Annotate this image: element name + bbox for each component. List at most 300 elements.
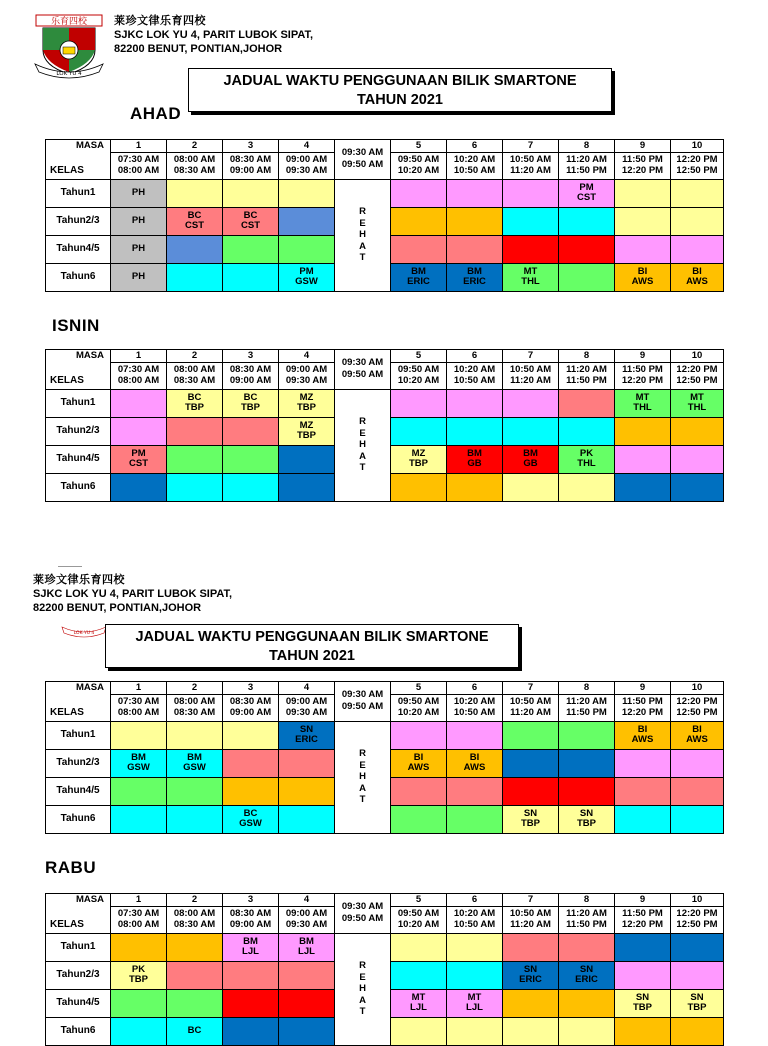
lesson-cell — [223, 389, 279, 417]
lesson-cell — [391, 749, 447, 777]
period-start: 10:20 AM — [453, 908, 496, 920]
lesson-teacher: ERIC — [575, 974, 598, 985]
lesson-cell — [279, 749, 335, 777]
rehat-time-start: 09:30 AM — [341, 689, 384, 701]
masa-label: MASA — [46, 350, 111, 363]
period-start: 08:30 AM — [229, 908, 272, 920]
period-end: 08:30 AM — [173, 918, 216, 930]
period-number: 5 — [391, 894, 447, 907]
lesson-cell — [167, 1017, 223, 1045]
title-box — [105, 624, 519, 668]
lesson-cell — [503, 805, 559, 833]
period-end: 09:30 AM — [285, 918, 328, 930]
lesson-cell — [503, 721, 559, 749]
lesson-cell — [279, 473, 335, 501]
period-end: 10:20 AM — [397, 164, 440, 176]
period-end: 11:50 PM — [566, 374, 607, 386]
lesson-cell — [671, 473, 724, 501]
lesson-cell — [391, 933, 447, 961]
period-time — [503, 153, 559, 180]
lesson-cell — [111, 263, 167, 291]
lesson-cell — [447, 473, 503, 501]
lesson-cell — [671, 1017, 724, 1045]
period-start: 11:20 AM — [566, 908, 607, 920]
lesson-cell — [279, 417, 335, 445]
lesson-cell — [671, 235, 724, 263]
lesson-subject: SN — [523, 807, 538, 819]
period-time — [279, 153, 335, 180]
period-start: 09:50 AM — [397, 908, 440, 920]
period-start: 08:30 AM — [229, 364, 272, 376]
lesson-teacher: THL — [521, 276, 540, 287]
lesson-cell — [223, 417, 279, 445]
class-name: Tahun1 — [46, 933, 111, 961]
period-time — [111, 363, 167, 390]
logo-top-text: 乐育四校 — [50, 17, 88, 27]
lesson-subject: BI — [692, 723, 702, 735]
lesson-subject: MZ — [299, 419, 314, 431]
lesson-cell — [447, 263, 503, 291]
period-number: 3 — [223, 140, 279, 153]
lesson-cell — [279, 445, 335, 473]
period-time — [671, 907, 724, 934]
lesson-cell — [615, 933, 671, 961]
lesson-cell — [167, 749, 223, 777]
lesson-subject: MT — [690, 391, 704, 403]
lesson-cell — [391, 179, 447, 207]
lesson-teacher: TBP — [297, 402, 316, 413]
period-end: 11:20 AM — [510, 918, 551, 930]
lesson-subject: BM — [187, 751, 202, 763]
class-row — [46, 933, 724, 961]
day-label-isnin: ISNIN — [52, 316, 100, 335]
lesson-subject: PM — [131, 447, 146, 459]
lesson-cell — [503, 417, 559, 445]
rehat-letter: A — [359, 450, 366, 462]
lesson-cell — [671, 961, 724, 989]
period-number: 1 — [111, 894, 167, 907]
period-time — [615, 363, 671, 390]
period-number: 2 — [167, 894, 223, 907]
lesson-subject: SN — [299, 723, 314, 735]
class-name: Tahun2/3 — [46, 207, 111, 235]
rehat-letter: R — [359, 206, 366, 218]
period-end: 11:50 PM — [566, 706, 607, 718]
lesson-teacher: THL — [577, 458, 596, 469]
lesson-cell — [615, 1017, 671, 1045]
lesson-cell — [111, 933, 167, 961]
period-start: 10:20 AM — [453, 154, 496, 166]
lesson-cell — [447, 445, 503, 473]
class-row — [46, 179, 724, 207]
period-number: 4 — [279, 140, 335, 153]
lesson-subject: PH — [131, 242, 146, 254]
lesson-teacher: AWS — [631, 734, 654, 745]
lesson-cell — [391, 989, 447, 1017]
rehat-letter: H — [359, 229, 366, 241]
lesson-cell — [223, 207, 279, 235]
rehat-column — [335, 721, 391, 833]
period-number: 2 — [167, 350, 223, 363]
page-divider — [58, 566, 82, 567]
lesson-cell — [615, 179, 671, 207]
lesson-teacher: TBP — [521, 818, 540, 829]
lesson-subject: SN — [579, 807, 594, 819]
period-number: 6 — [447, 350, 503, 363]
lesson-cell — [223, 933, 279, 961]
lesson-cell — [111, 417, 167, 445]
school-name: SJKC LOK YU 4, PARIT LUBOK SIPAT, — [114, 29, 314, 41]
lesson-teacher: TBP — [241, 402, 260, 413]
period-time — [447, 363, 503, 390]
period-end: 12:50 PM — [676, 374, 718, 386]
school-name-chinese: 莱珍文律乐育四校 — [114, 14, 206, 27]
period-time — [615, 695, 671, 722]
rehat-letter: E — [359, 217, 366, 229]
timetable-selasa — [45, 681, 724, 834]
lesson-cell — [503, 933, 559, 961]
lesson-cell — [167, 777, 223, 805]
lesson-cell — [167, 207, 223, 235]
lesson-teacher: GSW — [295, 276, 318, 287]
rehat-time-end: 09:50 AM — [341, 159, 384, 171]
period-start: 08:30 AM — [229, 154, 272, 166]
lesson-cell — [671, 445, 724, 473]
logo-ribbon-text: LOK YU 4 — [56, 71, 82, 77]
class-row — [46, 721, 724, 749]
period-end: 08:30 AM — [173, 374, 216, 386]
lesson-subject: MT — [523, 265, 538, 277]
rehat-letter: R — [359, 960, 366, 972]
period-start: 12:20 PM — [676, 154, 718, 166]
lesson-cell — [279, 263, 335, 291]
lesson-cell — [615, 777, 671, 805]
period-number: 1 — [111, 682, 167, 695]
lesson-cell — [671, 933, 724, 961]
lesson-cell — [391, 721, 447, 749]
period-time — [223, 363, 279, 390]
lesson-cell — [223, 235, 279, 263]
period-number: 8 — [559, 682, 615, 695]
lesson-cell — [559, 179, 615, 207]
period-end: 12:20 PM — [621, 164, 664, 176]
lesson-teacher: TBP — [577, 818, 596, 829]
class-name: Tahun4/5 — [46, 445, 111, 473]
lesson-cell — [447, 933, 503, 961]
lesson-teacher: AWS — [631, 276, 654, 287]
lesson-subject: SN — [523, 963, 538, 975]
period-number: 2 — [167, 140, 223, 153]
school-address: 82200 BENUT, PONTIAN,JOHOR — [33, 602, 202, 614]
lesson-cell — [391, 473, 447, 501]
lesson-cell — [671, 989, 724, 1017]
period-start: 12:20 PM — [676, 696, 718, 708]
lesson-cell — [447, 179, 503, 207]
lesson-subject: BC — [187, 209, 202, 221]
period-time — [447, 153, 503, 180]
lesson-cell — [223, 777, 279, 805]
period-start: 10:50 AM — [509, 908, 552, 920]
school-crest-icon — [58, 625, 110, 639]
class-name: Tahun4/5 — [46, 989, 111, 1017]
lesson-cell — [223, 961, 279, 989]
lesson-teacher: GSW — [127, 762, 150, 773]
period-start: 07:30 AM — [117, 154, 160, 166]
period-start: 09:00 AM — [285, 154, 328, 166]
rehat-time-end: 09:50 AM — [341, 701, 384, 713]
period-number: 5 — [391, 140, 447, 153]
lesson-cell — [503, 235, 559, 263]
period-end: 08:30 AM — [173, 164, 216, 176]
rehat-time — [335, 350, 391, 390]
period-number: 7 — [503, 894, 559, 907]
lesson-cell — [447, 805, 503, 833]
school-crest-icon — [33, 14, 105, 80]
lesson-cell — [671, 179, 724, 207]
lesson-subject: PK — [579, 447, 594, 459]
lesson-subject: BM — [299, 935, 314, 947]
period-start: 11:20 AM — [566, 154, 607, 166]
lesson-cell — [559, 445, 615, 473]
school-name-chinese: 莱珍文律乐育四校 — [33, 573, 125, 586]
period-start: 08:00 AM — [173, 154, 216, 166]
lesson-cell — [503, 389, 559, 417]
lesson-cell — [559, 235, 615, 263]
period-number: 4 — [279, 350, 335, 363]
period-number: 4 — [279, 894, 335, 907]
school-address: 82200 BENUT, PONTIAN,JOHOR — [114, 43, 283, 55]
lesson-teacher: AWS — [463, 762, 486, 773]
lesson-cell — [615, 207, 671, 235]
lesson-cell — [447, 721, 503, 749]
header-section-1 — [0, 0, 768, 132]
period-end: 09:00 AM — [229, 374, 272, 386]
period-time — [559, 907, 615, 934]
lesson-subject: MT — [635, 391, 650, 403]
period-time — [503, 363, 559, 390]
lesson-subject: BM — [467, 447, 482, 459]
period-number: 1 — [111, 140, 167, 153]
period-end: 09:00 AM — [229, 164, 272, 176]
lesson-teacher: THL — [633, 402, 652, 413]
period-start: 11:50 PM — [622, 696, 663, 708]
period-start: 09:50 AM — [397, 364, 440, 376]
kelas-label: KELAS — [46, 907, 111, 934]
period-number: 9 — [615, 894, 671, 907]
period-time — [111, 153, 167, 180]
lesson-subject: MT — [467, 991, 482, 1003]
rehat-letter: E — [359, 759, 366, 771]
lesson-cell — [615, 805, 671, 833]
lesson-cell — [167, 805, 223, 833]
period-time — [223, 695, 279, 722]
lesson-cell — [391, 445, 447, 473]
lesson-cell — [279, 989, 335, 1017]
school-logo-partial — [58, 625, 110, 639]
masa-label: MASA — [46, 894, 111, 907]
lesson-cell — [391, 207, 447, 235]
period-number: 7 — [503, 140, 559, 153]
period-end: 11:20 AM — [510, 374, 551, 386]
lesson-cell — [279, 777, 335, 805]
lesson-cell — [167, 721, 223, 749]
lesson-cell — [447, 417, 503, 445]
kelas-label: KELAS — [46, 363, 111, 390]
period-end: 09:00 AM — [229, 918, 272, 930]
lesson-subject: BM — [523, 447, 538, 459]
period-time — [223, 153, 279, 180]
period-start: 12:20 PM — [676, 364, 718, 376]
lesson-cell — [167, 389, 223, 417]
period-number: 6 — [447, 140, 503, 153]
period-time — [279, 907, 335, 934]
lesson-cell — [559, 805, 615, 833]
period-start: 10:20 AM — [453, 364, 496, 376]
period-end: 08:00 AM — [117, 164, 160, 176]
period-number-row — [46, 894, 724, 907]
period-time — [503, 907, 559, 934]
period-end: 11:20 AM — [510, 706, 551, 718]
lesson-cell — [111, 445, 167, 473]
rehat-letter: H — [359, 983, 366, 995]
lesson-teacher: GSW — [183, 762, 206, 773]
lesson-subject: PK — [131, 963, 146, 975]
period-time — [671, 153, 724, 180]
period-start: 10:50 AM — [509, 364, 552, 376]
period-time — [391, 695, 447, 722]
lesson-cell — [615, 445, 671, 473]
lesson-cell — [223, 445, 279, 473]
title-line1: JADUAL WAKTU PENGGUNAAN BILIK SMARTONE — [223, 73, 577, 89]
lesson-cell — [391, 389, 447, 417]
rehat-letter: E — [359, 427, 366, 439]
rehat-time-end: 09:50 AM — [341, 369, 384, 381]
period-end: 10:20 AM — [397, 918, 440, 930]
school-logo — [33, 14, 105, 80]
period-end: 12:20 PM — [621, 706, 664, 718]
lesson-cell — [391, 961, 447, 989]
period-end: 09:30 AM — [285, 706, 328, 718]
lesson-teacher: CST — [577, 192, 596, 203]
lesson-cell — [167, 263, 223, 291]
lesson-cell — [503, 445, 559, 473]
lesson-cell — [671, 207, 724, 235]
lesson-cell — [447, 777, 503, 805]
lesson-cell — [111, 961, 167, 989]
period-end: 12:50 PM — [676, 706, 718, 718]
period-number: 7 — [503, 682, 559, 695]
lesson-cell — [111, 805, 167, 833]
lesson-teacher: TBP — [409, 458, 428, 469]
lesson-cell — [391, 1017, 447, 1045]
kelas-label: KELAS — [46, 695, 111, 722]
lesson-teacher: GSW — [239, 818, 262, 829]
school-info — [33, 573, 232, 615]
period-time — [167, 153, 223, 180]
lesson-cell — [223, 805, 279, 833]
lesson-cell — [223, 989, 279, 1017]
period-start: 07:30 AM — [117, 908, 160, 920]
period-number: 8 — [559, 894, 615, 907]
period-number: 3 — [223, 894, 279, 907]
masa-label: MASA — [46, 140, 111, 153]
lesson-cell — [503, 961, 559, 989]
lesson-cell — [279, 235, 335, 263]
period-start: 09:50 AM — [397, 696, 440, 708]
period-number-row — [46, 350, 724, 363]
lesson-cell — [167, 417, 223, 445]
rehat-column — [335, 389, 391, 501]
period-time — [559, 153, 615, 180]
lesson-cell — [167, 933, 223, 961]
lesson-cell — [111, 1017, 167, 1045]
lesson-teacher: LJL — [298, 946, 315, 957]
lesson-cell — [447, 389, 503, 417]
lesson-cell — [671, 749, 724, 777]
class-name: Tahun1 — [46, 721, 111, 749]
lesson-teacher: AWS — [686, 276, 708, 287]
timetable-ahad — [45, 139, 724, 292]
lesson-cell — [167, 179, 223, 207]
lesson-cell — [503, 1017, 559, 1045]
lesson-cell — [167, 445, 223, 473]
period-number: 6 — [447, 682, 503, 695]
period-end: 12:20 PM — [621, 374, 664, 386]
lesson-cell — [391, 805, 447, 833]
period-number: 6 — [447, 894, 503, 907]
lesson-subject: BC — [243, 807, 258, 819]
lesson-cell — [279, 933, 335, 961]
lesson-cell — [559, 263, 615, 291]
period-end: 10:50 AM — [453, 706, 496, 718]
lesson-cell — [559, 389, 615, 417]
period-number: 4 — [279, 682, 335, 695]
period-time — [559, 695, 615, 722]
period-start: 08:00 AM — [173, 364, 216, 376]
lesson-cell — [671, 417, 724, 445]
lesson-subject: BI — [469, 751, 480, 763]
class-name: Tahun6 — [46, 1017, 111, 1045]
lesson-cell — [223, 1017, 279, 1045]
period-number: 7 — [503, 350, 559, 363]
lesson-cell — [503, 777, 559, 805]
lesson-teacher: TBP — [185, 402, 204, 413]
lesson-cell — [559, 961, 615, 989]
lesson-teacher: ERIC — [295, 734, 318, 745]
lesson-teacher: GB — [467, 458, 482, 469]
lesson-subject: MZ — [299, 391, 314, 403]
lesson-teacher: ERIC — [463, 276, 486, 287]
period-time — [279, 363, 335, 390]
kelas-label: KELAS — [46, 153, 111, 180]
lesson-cell — [279, 721, 335, 749]
timetable-rabu — [45, 893, 724, 1046]
lesson-cell — [559, 721, 615, 749]
lesson-cell — [391, 263, 447, 291]
lesson-cell — [503, 263, 559, 291]
rehat-letter: E — [359, 971, 366, 983]
period-time — [167, 907, 223, 934]
lesson-cell — [167, 473, 223, 501]
period-end: 09:30 AM — [285, 374, 328, 386]
period-number-row — [46, 682, 724, 695]
rehat-letter: A — [359, 994, 366, 1006]
period-time — [223, 907, 279, 934]
period-end: 12:50 PM — [676, 918, 718, 930]
lesson-cell — [111, 207, 167, 235]
lesson-subject: MZ — [411, 447, 426, 459]
rehat-column — [335, 933, 391, 1045]
